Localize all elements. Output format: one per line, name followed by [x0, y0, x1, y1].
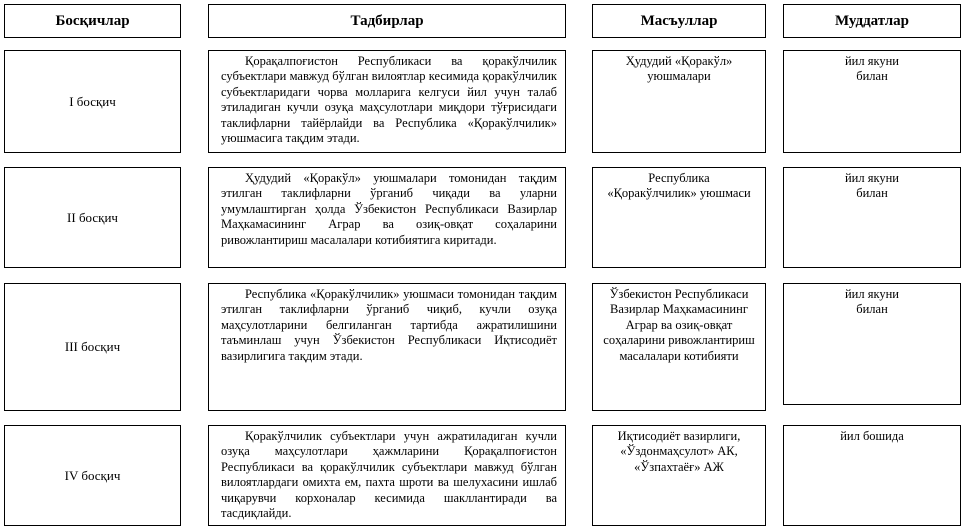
deadline-1-box: [783, 50, 961, 153]
responsible-2-text: Республика «Қоракўлчилик» уюшмаси: [607, 171, 751, 201]
deadline-1-text: йил якуни билан: [844, 54, 900, 84]
responsible-2-box: [592, 167, 766, 268]
header-stages: Босқичлар: [4, 4, 181, 38]
deadline-4-box: йил бошида: [783, 425, 961, 526]
measure-2-box: Ҳудудий «Қоракўл» уюшмалари томонидан тақдим этилган таклифларни ўрганиб чиқади ва уларни умумлаштирган ҳолда Ўзбекистон Республикаси Вазирлар Маҳкамасининг Аграр ва озиқ-овқат соҳаларини ривожлантириш масалалари котибиятига киритади.: [208, 167, 566, 268]
responsible-3-box: Ўзбекистон Республикаси Вазирлар Маҳкамасининг Аграр ва озиқ-овқат соҳаларини ривожлантириш масалалари котибияти: [592, 283, 766, 411]
responsible-4-text: Иқтисодиёт вазирлиги, «Ўздонмаҳсулот» АК, «Ўзпахтаёғ» АЖ: [617, 429, 741, 474]
measure-4-box: Қоракўлчилик субъектлари учун ажратиладиган кучли озуқа маҳсулотлари ҳажмларини Қорақалпоғистон Республикаси ва қоракўлчилик субъектлари мавжуд бўлган вилоятлардаги омихта ем, пахта шроти ва шелухасини ишлаб чиқарувчи корхоналар кесимида шакллантиради ва тасдиқлайди.: [208, 425, 566, 526]
deadline-3-text: йил якуни билан: [844, 287, 900, 317]
deadline-3-box: [783, 283, 961, 405]
stage-4-box: IV босқич: [4, 425, 181, 526]
measure-1-box: Қорақалпоғистон Республикаси ва қоракўлчилик субъектлари мавжуд бўлган вилоятлар кесимида қоракўлчилик субъектларидаги чорва молларига келгуси йил учун талаб этиладиган кучли озуқа маҳсулотлари миқдори тўғрисидаги таклифларни тайёрлайди ва Республика «Қоракўлчилик» уюшмасига тақдим этади.: [208, 50, 566, 153]
header-responsible: Масъуллар: [592, 4, 766, 38]
measure-3-box: Республика «Қоракўлчилик» уюшмаси томонидан тақдим этилган таклифларни ўрганиб чиқиб, кучли озуқа маҳсулотларини белгиланган тартибда ажратилишини таъминлаш учун Ўзбекистон Республикаси Иқтисодиёт вазирлигига тақдим этади.: [208, 283, 566, 411]
deadline-2-text: йил якуни билан: [844, 171, 900, 201]
responsible-1-box: Ҳудудий «Қоракўл» уюшмалари: [592, 50, 766, 153]
header-measures: Тадбирлар: [208, 4, 566, 38]
stage-2-box: II босқич: [4, 167, 181, 268]
deadline-2-box: [783, 167, 961, 268]
stage-1-box: I босқич: [4, 50, 181, 153]
responsible-4-box: [592, 425, 766, 526]
stage-3-box: III босқич: [4, 283, 181, 411]
header-deadlines: Муддатлар: [783, 4, 961, 38]
